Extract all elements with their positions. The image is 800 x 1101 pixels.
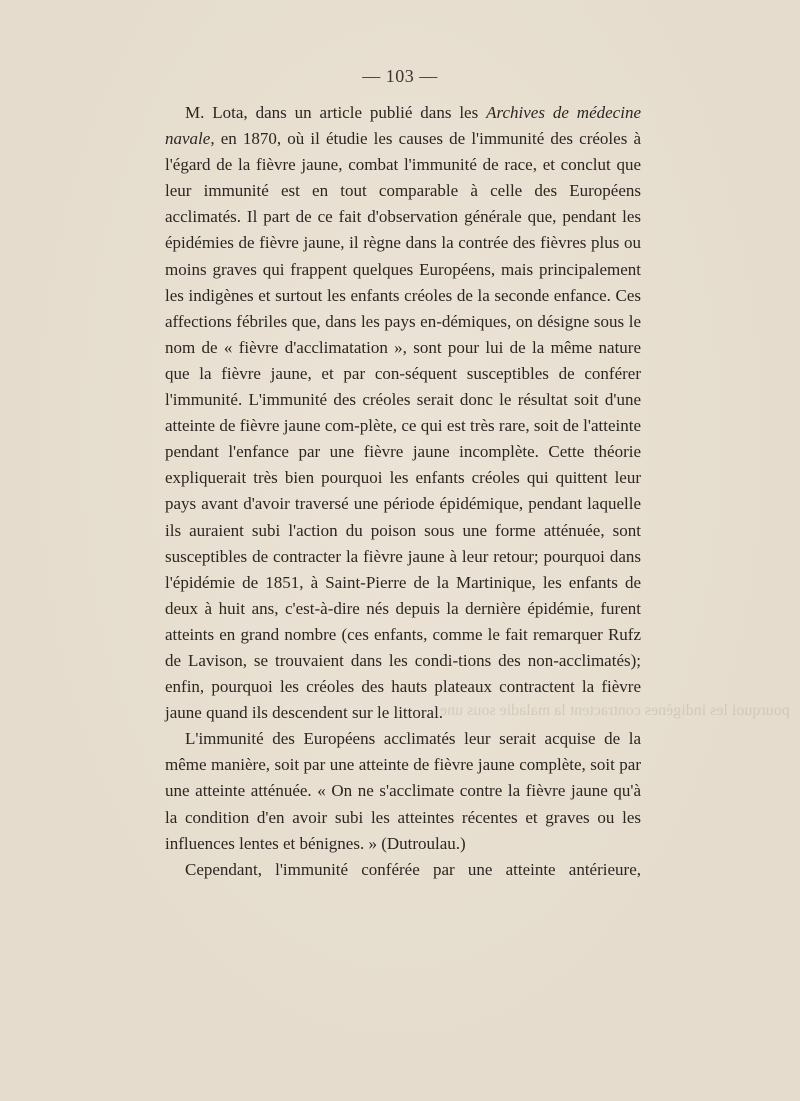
- paragraph-3: [165, 857, 641, 883]
- paragraph-2-text: L'immunité des Européens acclimatés leur serait acquise de la même manière, soit par une atteinte de fièvre jaune complète, soit par une atteinte atténuée. « On ne s'acclimate contre la fièvre jaune qu'à la condition d'en avoir subi les atteintes récentes et graves ou les influences lentes et bénignes. » (Dutroulau.): [165, 729, 641, 853]
- paragraph-3-text: Cependant, l'immunité conférée par une atteinte antérieure,: [185, 859, 641, 879]
- paragraph-1-text-2: , en 1870, où il étudie les causes de l'immunité des créoles à l'égard de la fièvre jaune, combat l'immunité de race, et conclut que leur immunité est en tout comparable à celle des Européens acclimatés. Il part de ce fait d'observation générale que, pendant les épidémies de fièvre jaune, il règne dans la contrée des fièvres plus ou moins graves qui frappent quelques Européens, mais principalement les indigènes et surtout les enfants créoles de la seconde enfance. Ces affections fébriles que, dans les pays en-démiques, on désigne sous le nom de « fièvre d'acclimatation », sont pour lui de la même nature que la fièvre jaune, et par con-séquent susceptibles de conférer l'immunité. L'immunité des créoles serait donc le résultat soit d'une atteinte de fièvre jaune com-plète, ce qui est très rare, soit de l'atteinte pendant l'enfance par une fièvre jaune incomplète. Cette théorie expliquerait très bien pourquoi les enfants créoles qui quittent leur pays avant d'avoir traversé une période épidémique, pendant laquelle ils auraient subi l'action du poison sous une forme atténuée, sont susceptibles de contracter la fièvre jaune à leur retour; pourquoi dans l'épidémie de 1851, à Saint-Pierre de la Martinique, les enfants de deux à huit ans, c'est-à-dire nés depuis la dernière épidémie, furent atteints en grand nombre (ces enfants, comme le fait remarquer Rufz de Lavison, se trouvaient dans les condi-tions des non-acclimatés); enfin, pourquoi les créoles des hauts plateaux contractent la fièvre jaune quand ils descendent sur le littoral.: [165, 129, 641, 723]
- show-through-text: pourquoi les indigènes contractent la maladie sous une: [440, 702, 790, 719]
- journal-title: Archives de médecine navale: [165, 103, 641, 149]
- body-text: [165, 100, 641, 883]
- paragraph-1: [165, 100, 641, 726]
- page-number: — 103 —: [362, 66, 438, 86]
- paragraph-1-text-1: M. Lota, dans un article publié dans les: [185, 103, 487, 122]
- paragraph-2: [165, 726, 641, 856]
